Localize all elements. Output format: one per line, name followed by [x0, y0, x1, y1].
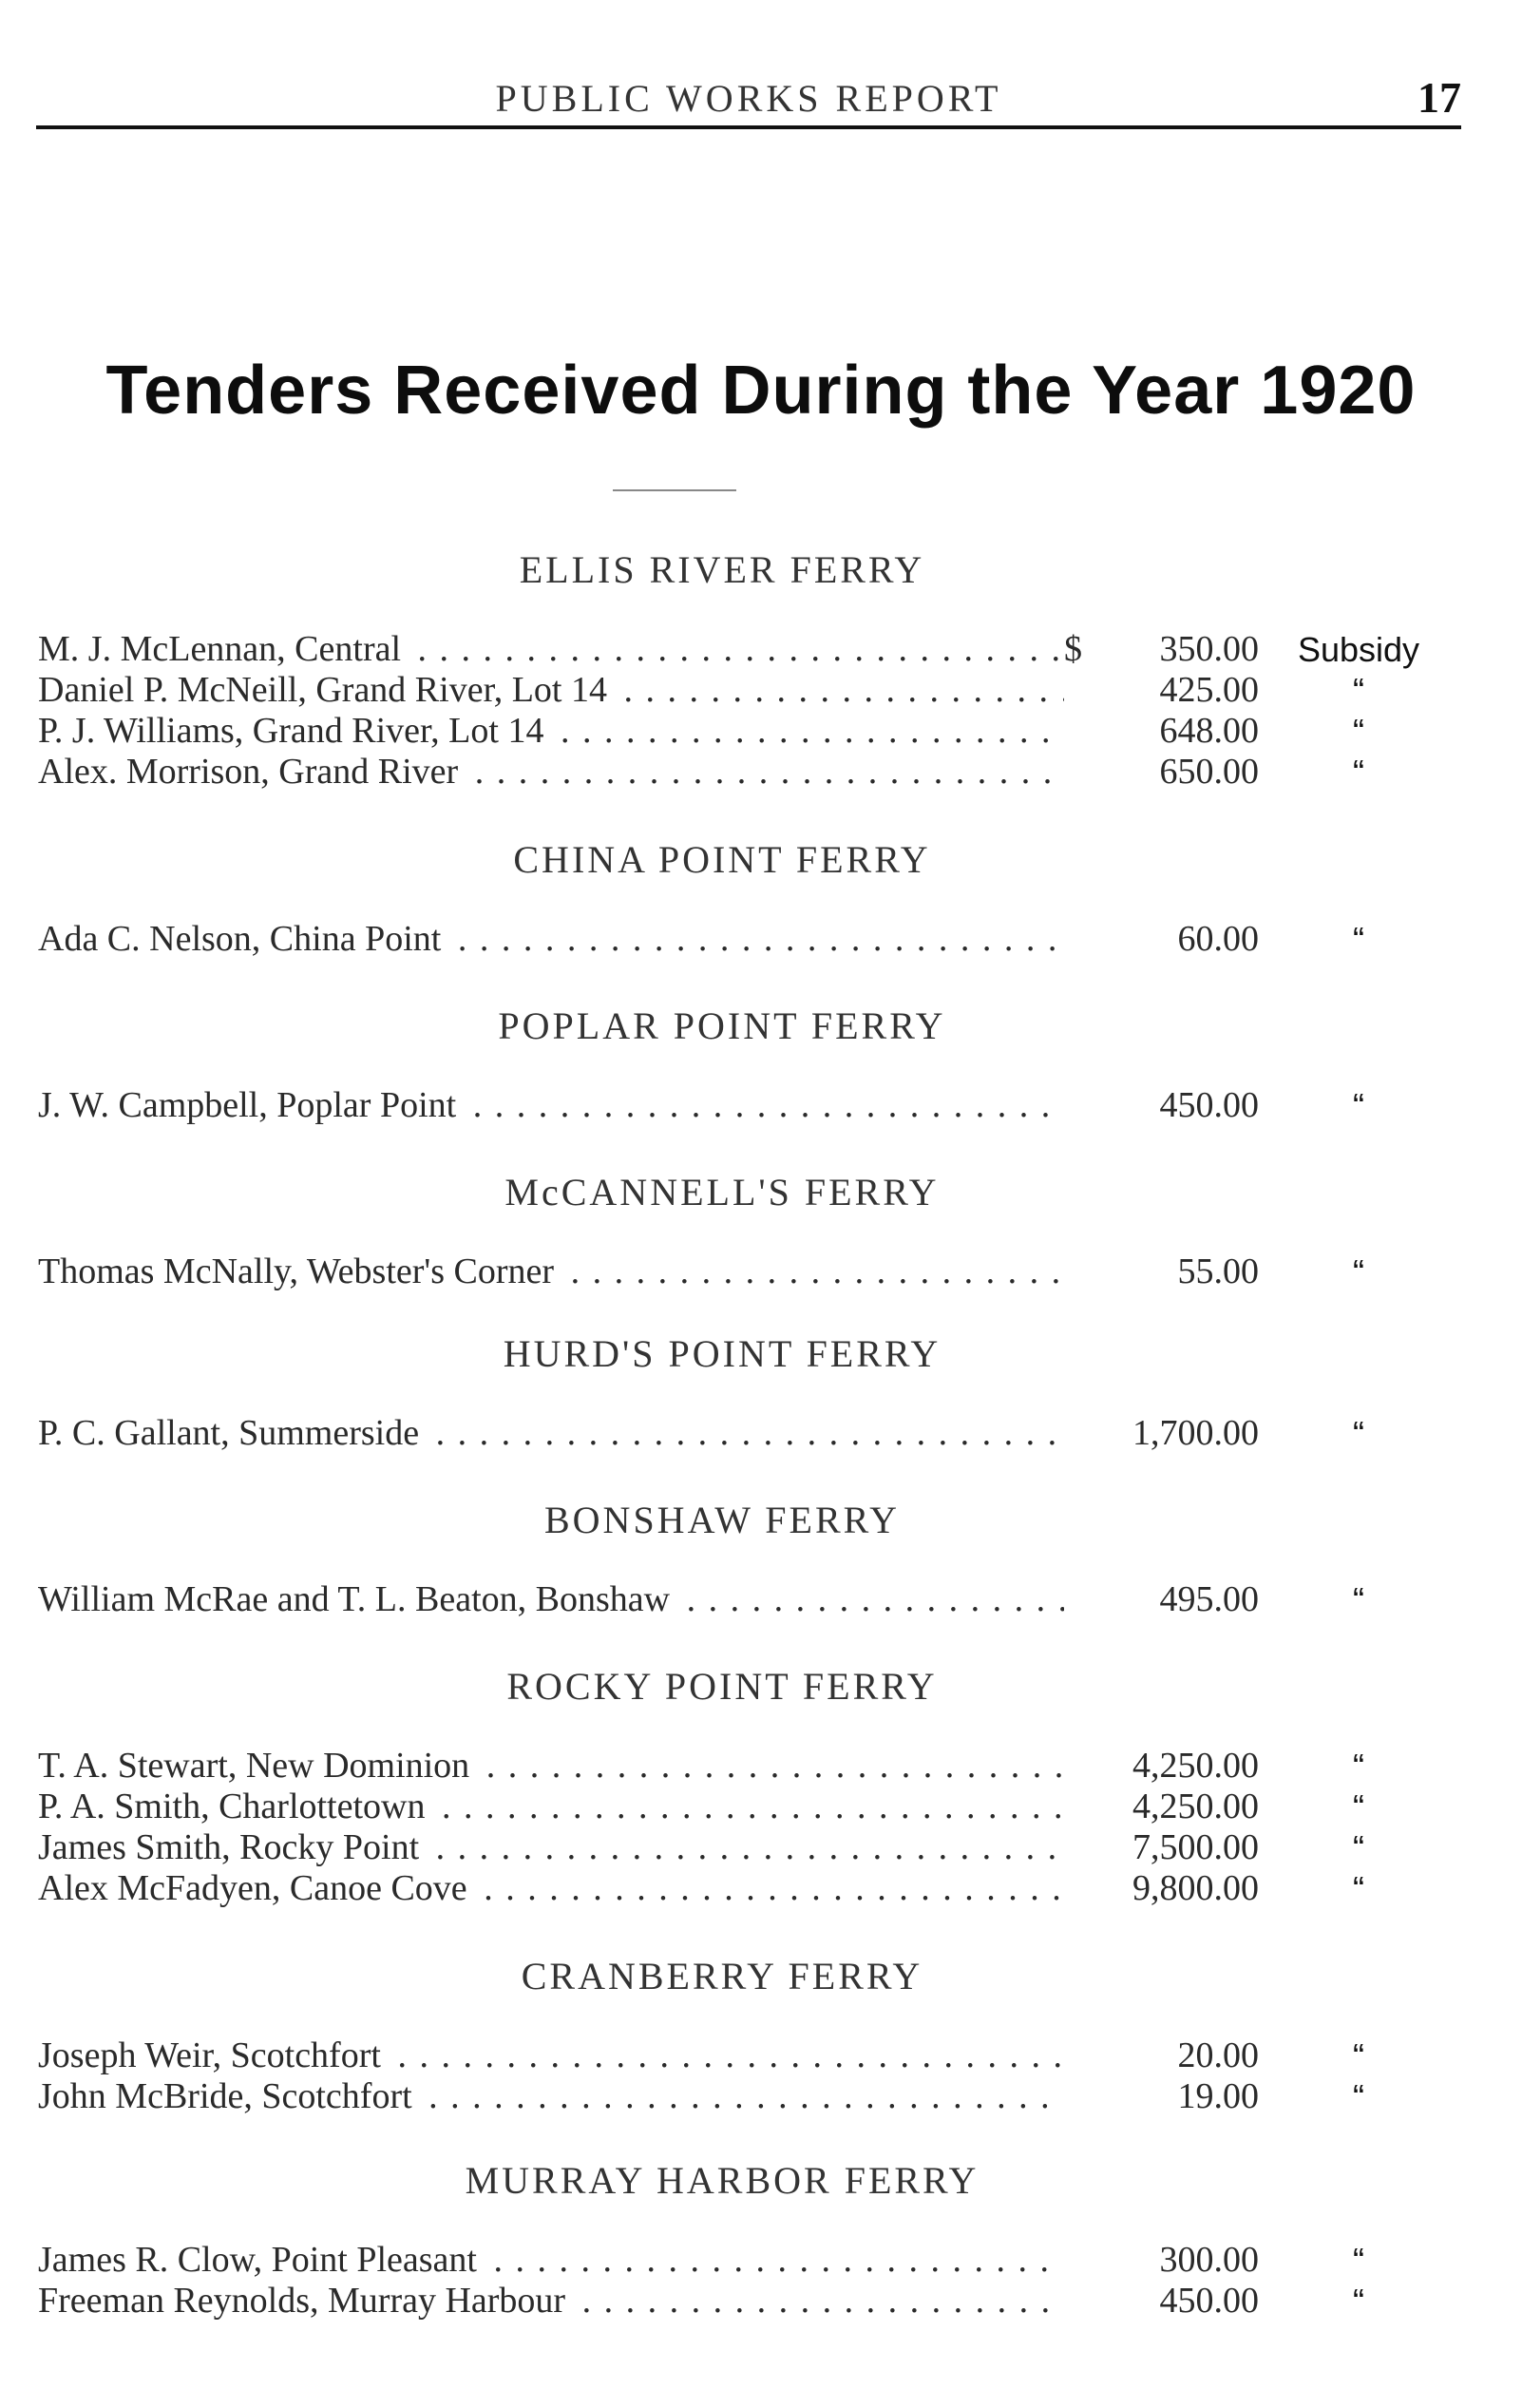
- tender-amount: 7,500.00: [1132, 1827, 1259, 1867]
- ferry-section: [38, 542, 1420, 793]
- tender-row: [38, 1868, 1406, 1909]
- tenderer-name-text: M. J. McLennan, Central: [38, 629, 407, 669]
- tenderer-name: [38, 919, 1064, 960]
- tenderer-name: [38, 2240, 1064, 2281]
- tender-row: [38, 919, 1406, 960]
- tenderer-name: [38, 1579, 1064, 1620]
- tender-list: [38, 919, 1406, 960]
- tender-amount: 650.00: [1159, 752, 1259, 792]
- tenderer-name: [38, 752, 1064, 793]
- tenderer-name-text: J. W. Campbell, Poplar Point: [38, 1085, 462, 1125]
- subsidy-note: “: [1353, 712, 1364, 751]
- tenderer-name-text: James R. Clow, Point Pleasant: [38, 2240, 483, 2280]
- tenderer-name-text: Freeman Reynolds, Murray Harbour: [38, 2281, 571, 2321]
- tenderer-name: [38, 1252, 1064, 1292]
- tenderer-name-text: Alex. Morrison, Grand River: [38, 752, 464, 792]
- tender-amount: 648.00: [1159, 711, 1259, 751]
- tender-amount: 19.00: [1177, 2076, 1259, 2116]
- tender-amount: 300.00: [1159, 2240, 1259, 2280]
- tenderer-name-text: T. A. Stewart, New Dominion: [38, 1746, 475, 1786]
- tenderer-name-text: Daniel P. McNeill, Grand River, Lot 14: [38, 670, 613, 710]
- tenderer-name-text: P. J. Williams, Grand River, Lot 14: [38, 711, 549, 751]
- tenderer-name: [38, 1085, 1064, 1126]
- tender-list: [38, 2035, 1406, 2117]
- ferry-section: [38, 1164, 1406, 1292]
- tenderer-name: [38, 2281, 1064, 2322]
- tenderer-name: [38, 670, 1064, 711]
- subsidy-note: “: [1353, 920, 1364, 959]
- tender-list: [38, 1085, 1406, 1126]
- tenderer-name: [38, 2035, 1064, 2076]
- section-heading: POPLAR POINT FERRY: [498, 1004, 946, 1047]
- section-heading: CHINA POINT FERRY: [513, 838, 931, 881]
- tender-row: [38, 1085, 1406, 1126]
- subsidy-note: “: [1353, 1086, 1364, 1125]
- subsidy-note: “: [1353, 1747, 1364, 1786]
- tender-list: [38, 2240, 1406, 2322]
- tender-list: [38, 1746, 1406, 1909]
- section-heading: HURD'S POINT FERRY: [503, 1332, 942, 1375]
- tenderer-name: [38, 2076, 1064, 2117]
- tender-row: [38, 2240, 1406, 2281]
- tender-list: [38, 1252, 1406, 1292]
- ferry-section: [38, 831, 1406, 960]
- page-header: [36, 73, 1461, 122]
- subsidy-note: “: [1353, 2241, 1364, 2280]
- tender-row: [38, 1579, 1406, 1620]
- tenderer-name: [38, 1868, 1064, 1909]
- tender-amount: 450.00: [1159, 2281, 1259, 2321]
- subsidy-note: “: [1353, 671, 1364, 710]
- tender-row: [38, 2281, 1406, 2322]
- tender-amount: 60.00: [1177, 919, 1259, 959]
- subsidy-note: “: [1353, 753, 1364, 792]
- ferry-section: [38, 2152, 1406, 2322]
- subsidy-note: “: [1353, 1580, 1364, 1619]
- tenderer-name-text: John McBride, Scotchfort: [38, 2076, 418, 2116]
- tender-amount: 4,250.00: [1132, 1746, 1259, 1786]
- subsidy-note: “: [1353, 1252, 1364, 1291]
- tender-row: [38, 1413, 1406, 1454]
- tenderer-name: [38, 1787, 1064, 1827]
- tenderer-name: [38, 1827, 1064, 1868]
- section-heading: BONSHAW FERRY: [543, 1499, 901, 1541]
- tender-row: [38, 629, 1420, 670]
- ferry-section: [38, 998, 1406, 1126]
- tender-list: [38, 1413, 1406, 1454]
- section-heading: McCANNELL'S FERRY: [504, 1171, 940, 1214]
- tenderer-name: [38, 711, 1064, 752]
- tender-amount: 55.00: [1177, 1252, 1259, 1291]
- tender-row: [38, 1827, 1406, 1868]
- tenderer-name: [38, 1413, 1064, 1454]
- tender-amount: 350.00: [1159, 629, 1259, 669]
- subsidy-note: “: [1353, 1414, 1364, 1453]
- tender-amount: 1,700.00: [1132, 1413, 1259, 1453]
- tender-row: [38, 670, 1406, 711]
- subsidy-note: “: [1353, 1869, 1364, 1908]
- tender-amount: 495.00: [1159, 1579, 1259, 1619]
- section-heading: ROCKY POINT FERRY: [506, 1665, 938, 1708]
- dollar-sign: $: [1064, 629, 1082, 669]
- tender-amount: 9,800.00: [1132, 1868, 1259, 1908]
- subsidy-note: “: [1353, 2282, 1364, 2321]
- tender-row: [38, 2076, 1406, 2117]
- tender-row: [38, 711, 1406, 752]
- tender-list: [38, 1579, 1406, 1620]
- tenderer-name-text: P. C. Gallant, Summerside: [38, 1413, 425, 1453]
- page-number: 17: [1417, 73, 1461, 122]
- header-rule: [36, 125, 1461, 129]
- title-divider: [613, 489, 736, 491]
- section-heading: MURRAY HARBOR FERRY: [465, 2159, 980, 2202]
- tender-amount: 450.00: [1159, 1085, 1259, 1125]
- subsidy-note: “: [1353, 1828, 1364, 1867]
- tenderer-name: [38, 1746, 1064, 1787]
- tenderer-name-text: Alex McFadyen, Canoe Cove: [38, 1868, 473, 1908]
- tenderer-name: [38, 629, 1064, 670]
- tenderer-name-text: Joseph Weir, Scotchfort: [38, 2035, 387, 2075]
- tender-amount: 425.00: [1159, 670, 1259, 710]
- tenderer-name-text: William McRae and T. L. Beaton, Bonshaw: [38, 1579, 675, 1619]
- ferry-section: [38, 1492, 1406, 1620]
- tender-amount: 20.00: [1177, 2035, 1259, 2075]
- subsidy-note: “: [1353, 1787, 1364, 1826]
- subsidy-note: “: [1353, 2077, 1364, 2116]
- tender-row: [38, 1746, 1406, 1787]
- subsidy-note: “: [1353, 2036, 1364, 2075]
- tender-list: [38, 629, 1420, 793]
- tenderer-name-text: Ada C. Nelson, China Point: [38, 919, 447, 959]
- tender-amount: 4,250.00: [1132, 1787, 1259, 1826]
- section-heading: CRANBERRY FERRY: [521, 1955, 923, 1997]
- running-title: PUBLIC WORKS REPORT: [495, 77, 1002, 120]
- page-title: Tenders Received During the Year 1920: [105, 353, 1417, 429]
- ferry-section: [38, 1948, 1406, 2117]
- tender-row: [38, 2035, 1406, 2076]
- tender-row: [38, 1252, 1406, 1292]
- ferry-section: [38, 1326, 1406, 1454]
- tender-row: [38, 1787, 1406, 1827]
- tenderer-name-text: Thomas McNally, Webster's Corner: [38, 1252, 560, 1291]
- tenderer-name-text: James Smith, Rocky Point: [38, 1827, 425, 1867]
- tender-row: [38, 752, 1406, 793]
- ferry-section: [38, 1658, 1406, 1909]
- tenderer-name-text: P. A. Smith, Charlottetown: [38, 1787, 430, 1826]
- subsidy-note: Subsidy: [1297, 630, 1420, 669]
- section-heading: ELLIS RIVER FERRY: [519, 548, 925, 591]
